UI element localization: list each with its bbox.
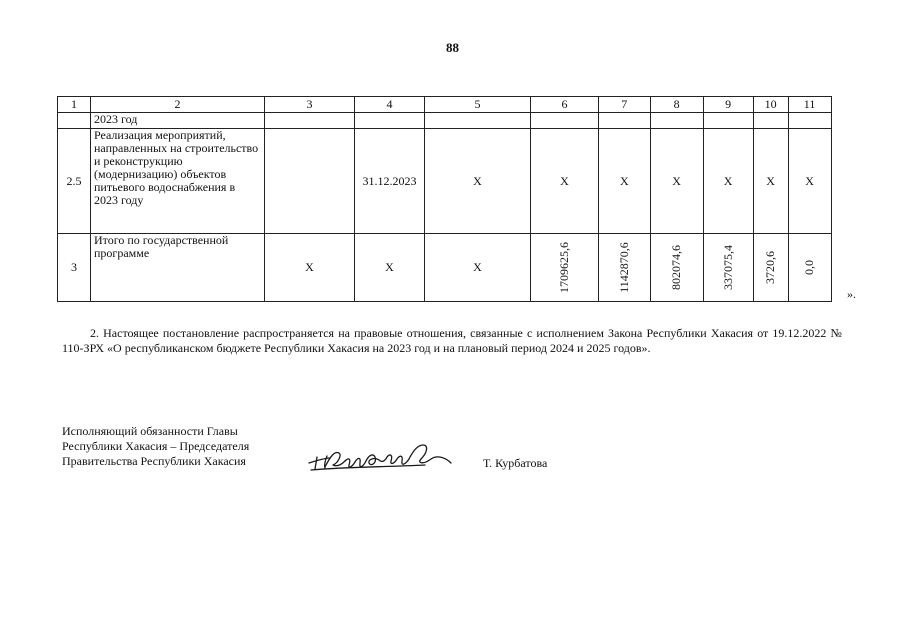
row-description: Итого по государственной программе — [91, 234, 265, 302]
table-cell — [425, 113, 531, 129]
signer-name: Т. Курбатова — [483, 456, 548, 470]
closing-quote: ». — [847, 287, 856, 301]
page-number: 88 — [446, 40, 459, 55]
header-cell: 10 — [753, 97, 788, 113]
total-cell — [599, 234, 651, 302]
total-cell — [650, 234, 703, 302]
table-cell — [265, 113, 355, 129]
row-number: 2.5 — [58, 129, 91, 234]
table-cell — [703, 113, 753, 129]
table-cell — [265, 129, 355, 234]
row-number: 3 — [58, 234, 91, 302]
total-value: 337075,4 — [720, 245, 735, 290]
handwritten-signature — [305, 437, 460, 477]
signature-block — [62, 424, 249, 469]
total-cell — [703, 234, 753, 302]
table-cell — [531, 113, 599, 129]
header-cell: 8 — [650, 97, 703, 113]
total-cell — [531, 234, 599, 302]
table-cell — [355, 113, 425, 129]
table-cell — [788, 113, 831, 129]
header-cell: 2 — [91, 97, 265, 113]
row-description: Реализация мероприятий, направленных на строительство и реконструкцию (модернизацию) объектов питьевого водоснабжения в 2023 году — [91, 129, 265, 234]
header-cell: 4 — [355, 97, 425, 113]
budget-table — [57, 96, 832, 302]
header-cell: 3 — [265, 97, 355, 113]
table-cell — [753, 113, 788, 129]
table-cell: X — [599, 129, 651, 234]
table-cell: X — [531, 129, 599, 234]
total-cell — [753, 234, 788, 302]
signatory-title-line: Правительства Республики Хакасия — [62, 454, 246, 468]
total-cell — [788, 234, 831, 302]
header-cell: 5 — [425, 97, 531, 113]
table-cell — [599, 113, 651, 129]
table-cell: X — [788, 129, 831, 234]
year-label: 2023 год — [91, 113, 265, 129]
table-cell: X — [425, 234, 531, 302]
table-cell: X — [425, 129, 531, 234]
total-value: 0,0 — [802, 260, 817, 275]
table-header-row — [58, 97, 832, 113]
signatory-title-line: Исполняющий обязанности Главы — [62, 424, 238, 438]
table-cell: X — [703, 129, 753, 234]
table-cell: X — [650, 129, 703, 234]
header-cell: 11 — [788, 97, 831, 113]
paragraph-2: 2. Настоящее постановление распространяется на правовые отношения, связанные с исполнением Закона Республики Хакасия от 19.12.2022 № 110-ЗРХ «О республиканском бюджете Республики Хакасия на 2023 год и на плановый период 2024 и 2025 годов». — [62, 326, 842, 355]
total-value: 1142870,6 — [616, 242, 631, 293]
total-value: 1709625,6 — [557, 242, 571, 293]
table-row — [58, 129, 832, 234]
header-cell: 9 — [703, 97, 753, 113]
header-cell: 1 — [58, 97, 91, 113]
table-cell — [58, 113, 91, 129]
table-cell — [650, 113, 703, 129]
total-value: 802074,6 — [669, 245, 684, 290]
table-row — [58, 113, 832, 129]
table-cell: X — [753, 129, 788, 234]
table-cell: X — [355, 234, 425, 302]
table-row — [58, 234, 832, 302]
table-cell: X — [265, 234, 355, 302]
header-cell: 7 — [599, 97, 651, 113]
signatory-title-line: Республики Хакасия – Председателя — [62, 439, 250, 453]
total-value: 3720,6 — [763, 251, 778, 284]
header-cell: 6 — [531, 97, 599, 113]
deadline-cell: 31.12.2023 — [355, 129, 425, 234]
